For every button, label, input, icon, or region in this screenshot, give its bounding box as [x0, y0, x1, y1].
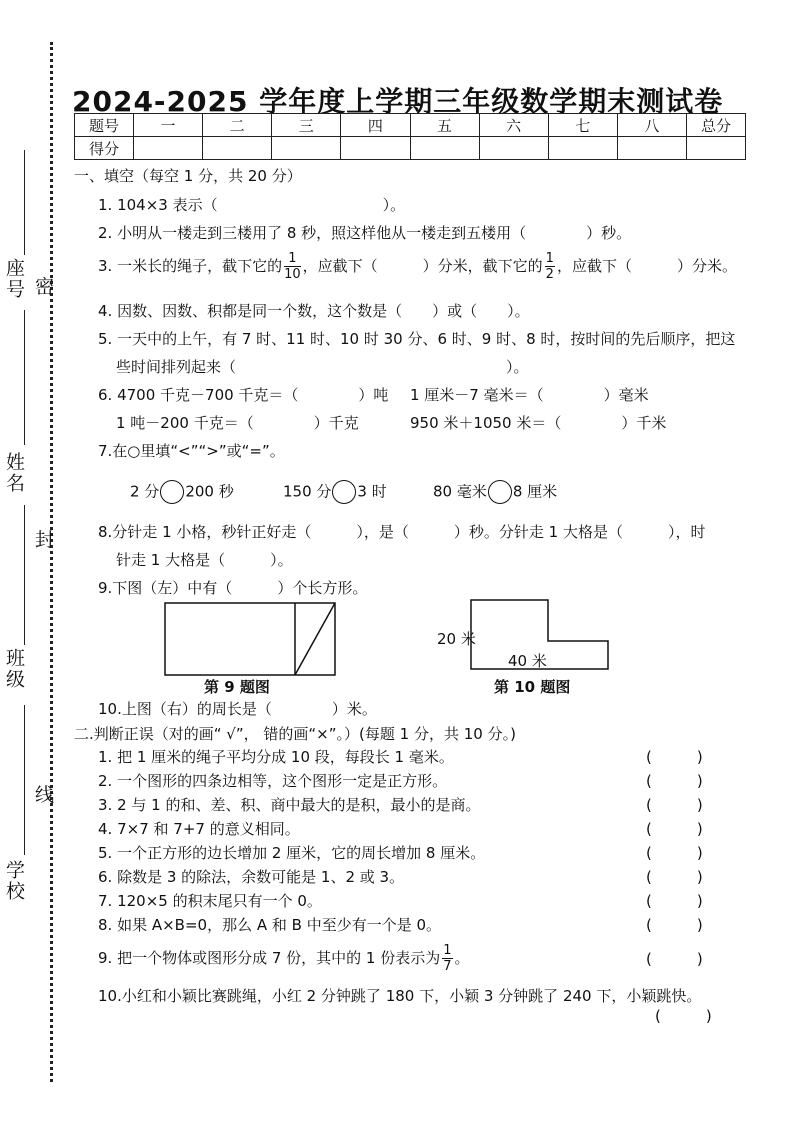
figure-9-outer-rectangle: [165, 603, 335, 675]
answer-blank[interactable]: ( ): [646, 916, 703, 934]
question-5-line2: 些时间排列起来（ ）。: [116, 358, 529, 376]
question-3-part-c: ，应截下（ ）分米。: [556, 257, 737, 275]
fraction-denominator: 7: [443, 959, 452, 974]
question-6-b: 1 厘米－7 毫米＝（ ）毫米: [410, 386, 649, 404]
fraction-1-10: [284, 252, 301, 281]
header-cell: 一: [134, 114, 203, 137]
judge-item-9-text: 9. 把一个物体或图形分成 7 份，其中的 1 份表示为: [98, 949, 441, 967]
question-6-c: 1 吨－200 千克＝（ ）千克: [116, 414, 359, 432]
name-label: 姓名: [3, 452, 25, 494]
fraction-denominator: 2: [545, 267, 554, 282]
judge-item-10: 10.小红和小颖比赛跳绳，小红 2 分钟跳了 180 下，小颖 3 分钟跳了 240 下，小颖跳快。: [98, 987, 702, 1005]
seat-number-line: [24, 150, 25, 255]
score-cell[interactable]: [479, 137, 548, 160]
compare-circle[interactable]: [332, 480, 356, 504]
question-7-stem: 7.在○里填“<”“>”或“=”。: [98, 442, 285, 460]
score-table-score-row: [75, 137, 746, 160]
score-cell[interactable]: [341, 137, 410, 160]
judge-item-9: [98, 944, 470, 973]
figure-10-label-40: 40 米: [508, 652, 547, 670]
answer-blank[interactable]: ( ): [646, 748, 703, 766]
compare-right: 3 时: [357, 482, 387, 501]
fraction-numerator: 1: [284, 252, 301, 267]
compare-item-3: [433, 480, 557, 504]
compare-circle[interactable]: [488, 480, 512, 504]
class-label: 班级: [3, 648, 25, 690]
fraction-numerator: 1: [545, 251, 554, 266]
section1-heading: 一、填空（每空 1 分，共 20 分）: [74, 167, 302, 185]
score-cell[interactable]: [617, 137, 686, 160]
compare-item-1: [130, 480, 234, 504]
fraction-1-2: [545, 252, 555, 281]
question-9: 9.下图（左）中有（ ）个长方形。: [98, 579, 368, 597]
judge-item-9-end: 。: [454, 949, 470, 967]
fraction-1-7: [442, 944, 452, 973]
figure-10-label-20: 20 米: [437, 630, 476, 648]
compare-left: 150 分: [283, 482, 332, 501]
score-cell[interactable]: [272, 137, 341, 160]
judge-item-4: 4. 7×7 和 7+7 的意义相同。: [98, 820, 300, 838]
question-6-d: 950 米＋1050 米＝（ ）千米: [410, 414, 667, 432]
compare-item-2: [283, 480, 387, 504]
compare-circle[interactable]: [160, 480, 184, 504]
question-3-part-b: ，应截下（ ）分米，截下它的: [302, 257, 543, 275]
question-8-line2: 针走 1 大格是（ ）。: [116, 551, 293, 569]
answer-blank[interactable]: ( ): [646, 868, 703, 886]
judge-item-2: 2. 一个图形的四条边相等，这个图形一定是正方形。: [98, 772, 448, 790]
answer-blank[interactable]: ( ): [646, 950, 703, 968]
name-line: [24, 310, 25, 445]
header-cell: 总分: [687, 114, 746, 137]
score-cell[interactable]: [410, 137, 479, 160]
score-table-header-row: [75, 114, 746, 137]
judge-item-6: 6. 除数是 3 的除法，余数可能是 1、2 或 3。: [98, 868, 405, 886]
judge-item-3: 3. 2 与 1 的和、差、积、商中最大的是积，最小的是商。: [98, 796, 481, 814]
question-2: 2. 小明从一楼走到三楼用了 8 秒，照这样他从一楼走到五楼用（ ）秒。: [98, 224, 632, 242]
score-cell[interactable]: [134, 137, 203, 160]
answer-blank[interactable]: ( ): [646, 796, 703, 814]
header-cell: 七: [548, 114, 617, 137]
header-cell: 五: [410, 114, 479, 137]
fraction-numerator: 1: [443, 943, 452, 958]
seat-number-label: 座号: [3, 258, 25, 300]
row-label-cell: 得分: [75, 137, 134, 160]
page-title: 2024-2025 学年度上学期三年级数学期末测试卷: [72, 85, 724, 118]
score-table: [74, 113, 746, 160]
judge-item-8: 8. 如果 A×B=0，那么 A 和 B 中至少有一个是 0。: [98, 916, 442, 934]
binding-dotted-line: [50, 42, 53, 1082]
score-cell[interactable]: [203, 137, 272, 160]
class-line: [24, 505, 25, 645]
judge-item-7: 7. 120×5 的积末尾只有一个 0。: [98, 892, 322, 910]
header-cell: 题号: [75, 114, 134, 137]
judge-item-5: 5. 一个正方形的边长增加 2 厘米，它的周长增加 8 厘米。: [98, 844, 486, 862]
answer-blank[interactable]: ( ): [646, 892, 703, 910]
score-cell[interactable]: [687, 137, 746, 160]
answer-blank[interactable]: ( ): [646, 820, 703, 838]
compare-left: 2 分: [130, 482, 160, 501]
seal-feng: 封: [35, 529, 55, 551]
figure-9-caption: 第 9 题图: [204, 678, 270, 696]
fraction-denominator: 10: [284, 267, 301, 282]
question-3: [98, 252, 737, 281]
compare-right: 200 秒: [185, 482, 234, 501]
header-cell: 二: [203, 114, 272, 137]
seal-mi: 密: [35, 276, 55, 298]
figure-9: [164, 602, 336, 676]
header-cell: 四: [341, 114, 410, 137]
score-cell[interactable]: [548, 137, 617, 160]
question-1: 1. 104×3 表示（ ）。: [98, 196, 406, 214]
question-8-line1: 8.分针走 1 小格，秒针正好走（ ），是（ ）秒。分针走 1 大格是（ ），时: [98, 523, 706, 541]
figure-9-diagonal: [295, 603, 335, 675]
question-6-a: 6. 4700 千克－700 千克＝（ ）吨: [98, 386, 389, 404]
question-3-part-a: 3. 一米长的绳子，截下它的: [98, 257, 283, 275]
question-4: 4. 因数、因数、积都是同一个数，这个数是（ ）或（ ）。: [98, 302, 530, 320]
question-10: 10.上图（右）的周长是（ ）米。: [98, 700, 377, 718]
section2-heading: 二.判断正误（对的画“ √”， 错的画“×”。）(每题 1 分，共 10 分。): [74, 725, 516, 743]
header-cell: 三: [272, 114, 341, 137]
compare-right: 8 厘米: [512, 482, 558, 501]
seal-xian: 线: [35, 784, 55, 806]
header-cell: 六: [479, 114, 548, 137]
judge-item-1: 1. 把 1 厘米的绳子平均分成 10 段，每段长 1 毫米。: [98, 748, 454, 766]
answer-blank[interactable]: ( ): [646, 772, 703, 790]
answer-blank[interactable]: ( ): [646, 844, 703, 862]
compare-left: 80 毫米: [433, 482, 487, 501]
school-label: 学校: [3, 860, 25, 902]
header-cell: 八: [617, 114, 686, 137]
answer-blank[interactable]: ( ): [655, 1007, 712, 1025]
question-5-line1: 5. 一天中的上午，有 7 时、11 时、10 时 30 分、6 时、9 时、8 时，按时间的先后顺序，把这: [98, 330, 736, 348]
figure-10-caption: 第 10 题图: [494, 678, 571, 696]
school-line: [24, 705, 25, 855]
